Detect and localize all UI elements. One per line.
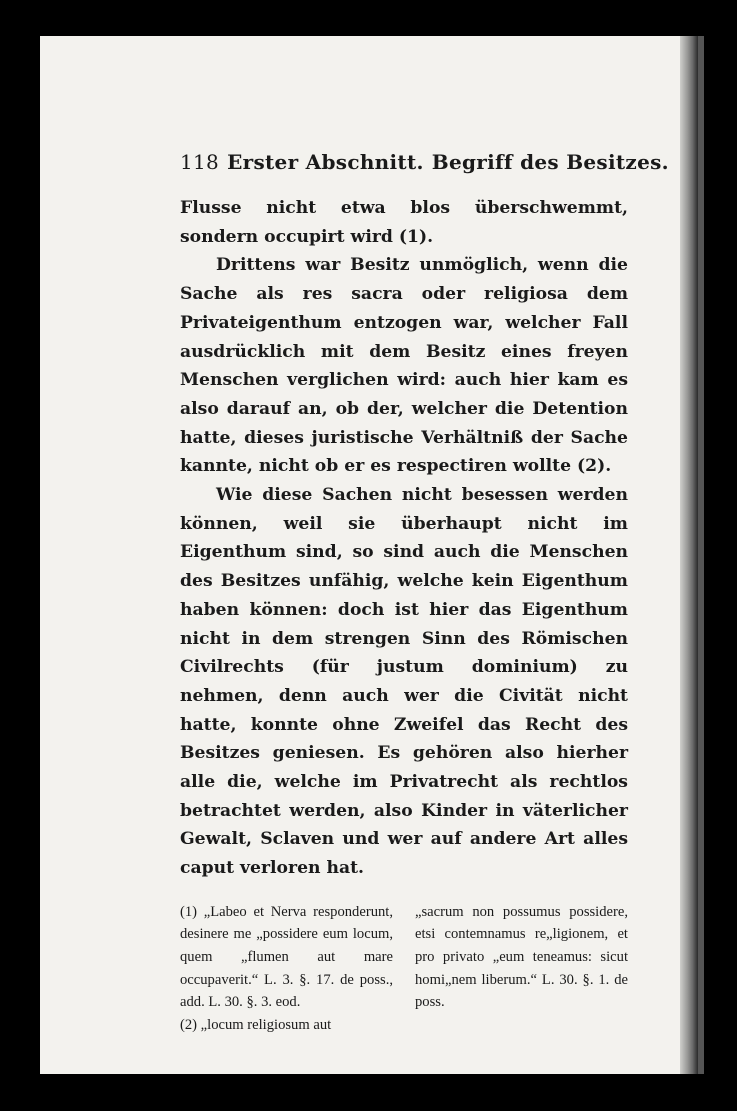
page-number: 118 <box>180 150 220 174</box>
section-label: Erster Abschnitt. <box>227 150 424 174</box>
header-title: Begriff des Besitzes. <box>431 150 669 174</box>
paragraph-2: Drittens war Besitz unmöglich, wenn die Sache als res sacra oder religiosa dem Privateigenthum entzogen war, welcher Fall ausdrücklich mit dem Besitz eines freyen Menschen verglichen wird: auch hier kam es also darauf an, ob der, welcher die Detention hatte, dieses juristische Verhältniß der Sache kannte, nicht ob er es respectiren wollte (2). <box>180 255 628 477</box>
footnotes <box>180 901 628 1037</box>
page-edge <box>680 36 698 1074</box>
paragraph-1: Flusse nicht etwa blos überschwemmt, sondern occupirt wird (1). <box>180 198 628 247</box>
running-header <box>180 150 669 174</box>
footnote-column-left: (1) „Labeo et Nerva responderunt, desinere me „possidere eum locum, quem „flumen aut mare occupaverit.“ L. 3. §. 17. de poss., add. L. 30. §. 3. eod. (2) „locum religiosum aut <box>180 903 393 1033</box>
paragraph-3: Wie diese Sachen nicht besessen werden können, weil sie überhaupt nicht im Eigenthum sind, so sind auch die Menschen des Besitzes unfähig, welche kein Eigenthum haben können: doch ist hier das Eigenthum nicht in dem strengen Sinn des Römischen Civilrechts (für justum dominium) zu nehmen, denn auch wer die Civität nicht hatte, konnte ohne Zweifel das Recht des Besitzes geniesen. Es gehören also hierher alle die, welche im Privatrecht als rechtlos betrachtet werden, also Kinder in väterlicher Gewalt, Sclaven und wer auf andere Art alles caput verloren hat. <box>180 485 628 879</box>
page-edge-shadow <box>698 36 704 1074</box>
footnote-column-right: „sacrum non possumus possidere, etsi contemnamus re„ligionem, et pro privato „eum teneamus: sicut homi„nem liberum.“ L. 30. §. 1. de poss. <box>415 903 628 1011</box>
body-text <box>180 194 628 883</box>
page-content <box>180 150 669 1036</box>
